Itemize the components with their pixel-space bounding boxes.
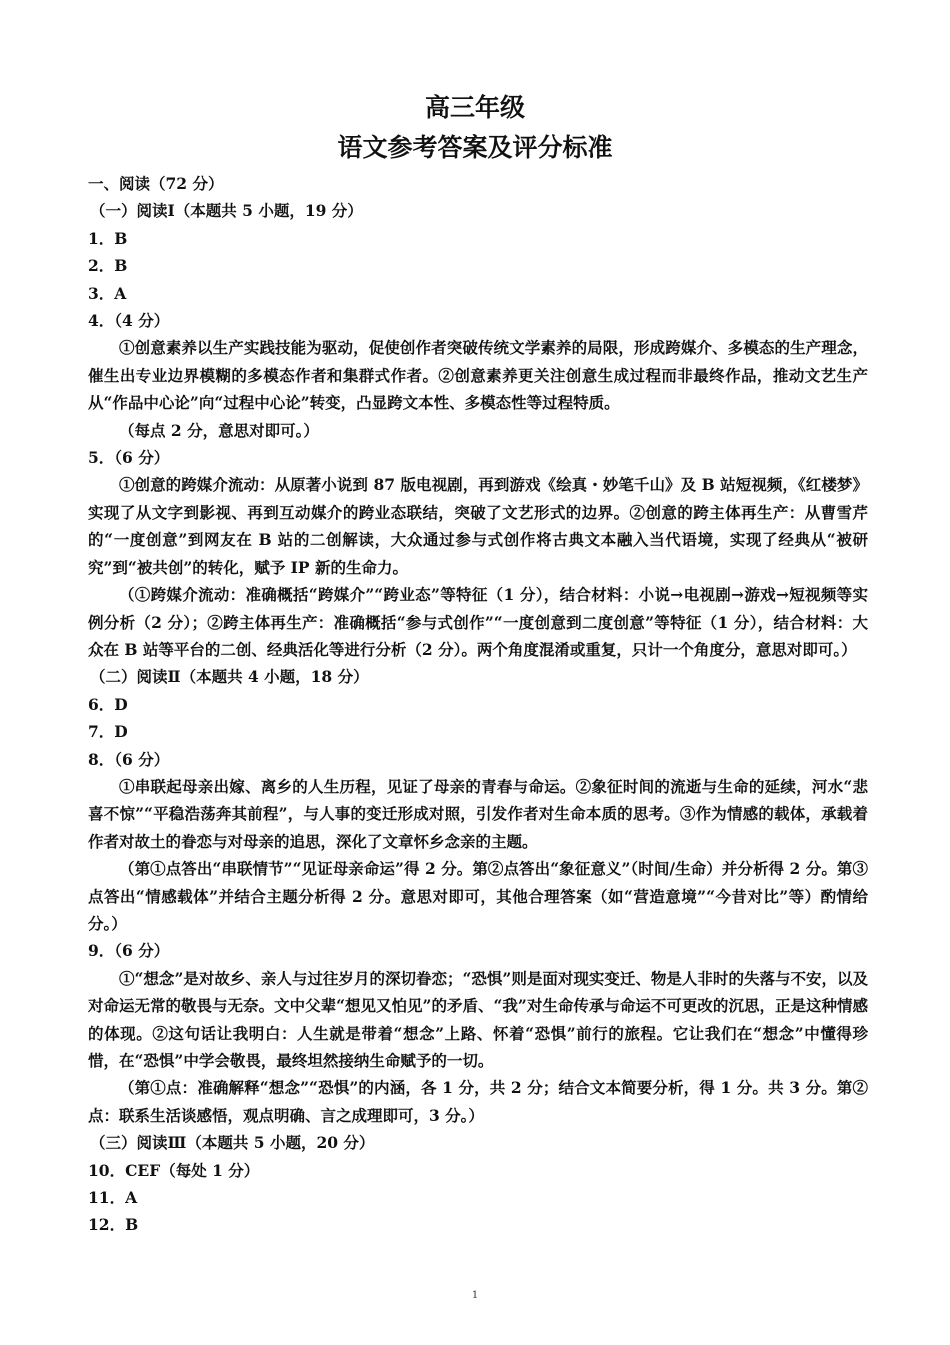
- answer-q3: 3．A: [88, 283, 127, 303]
- scoring-q9: （第①点：准确解释“想念”“恐惧”的内涵，各 1 分，共 2 分；结合文本简要分析，得 1 分。共 3 分。第②点：联系生活谈感悟，观点明确、言之成理即可，3 分。）: [88, 1078, 868, 1125]
- answer-q4-text: ①创意素养以生产实践技能为驱动，促使创作者突破传统文学素养的局限，形成跨媒介、多模态的生产理念，催生出专业边界模糊的多模态作者和集群式作者。②创意素养更关注创意生成过程而非最终作品，推动文艺生产从“作品中心论”向“过程中心论”转变，凸显跨文本性、多模态性等过程特质。: [88, 338, 868, 413]
- scoring-q8: （第①点答出“串联情节”“见证母亲命运”得 2 分。第②点答出“象征意义”（时间/生命）并分析得 2 分。第③点答出“情感载体”并结合主题分析得 2 分。意思对即可，其他合理答案（如“营造意境”“今昔对比”等）酌情给分。）: [88, 859, 868, 933]
- section-heading-reading: 一、阅读（72 分）: [88, 174, 224, 193]
- answer-q5-text: ①创意的跨媒介流动：从原著小说到 87 版电视剧，再到游戏《绘真・妙笔千山》及 B 站短视频，《红楼梦》实现了从文字到影视、再到互动媒介的跨业态联结，突破了文艺形式的边界。②创意的跨主体再生产：从曹雪芹的“一度创意”到网友在 B 站的二创解读，大众通过参与式创作将古典文本融入当代语境，实现了经典从“被研究”到“被共创”的转化，赋予 IP 新的生命力。: [88, 475, 868, 577]
- answer-q2: 2．B: [88, 256, 128, 276]
- answer-content: [88, 170, 868, 1239]
- answer-q9-text: ①“想念”是对故乡、亲人与过往岁月的深切眷恋；“恐惧”则是面对现实变迁、物是人非时的失落与不安，以及对命运无常的敬畏与无奈。文中父辈“想见又怕见”的矛盾、“我”对生命传承与命运不可更改的沉思，正是这种情感的体现。②这句话让我明白：人生就是带着“想念”上路、怀着“恐惧”前行的旅程。它让我们在“想念”中懂得珍惜，在“恐惧”中学会敬畏，最终坦然接纳生命赋予的一切。: [88, 968, 868, 1070]
- page-title: 高三年级: [424, 93, 525, 122]
- page-subtitle: 语文参考答案及评分标准: [337, 133, 613, 162]
- question-q9-header: 9．（6 分）: [88, 941, 170, 961]
- answer-q1: 1．B: [88, 228, 128, 248]
- scoring-q5: （①跨媒介流动：准确概括“跨媒介”“跨业态”等特征（1 分），结合材料：小说→电视剧→游戏→短视频等实例分析（2 分）；②跨主体再生产：准确概括“参与式创作”“一度创意到二度创意”等特征（1 分），结合材料：大众在 B 站等平台的二创、经典活化等进行分析（2 分）。两个角度混淆或重复，只计一个角度分，意思对即可。）: [88, 585, 868, 659]
- answer-q7: 7．D: [88, 722, 128, 742]
- answer-q12: 12．B: [88, 1215, 139, 1235]
- answer-q8-text: ①串联起母亲出嫁、离乡的人生历程，见证了母亲的青春与命运。②象征时间的流逝与生命的延续，河水“悲喜不惊”“平稳浩荡奔其前程”，与人事的变迁形成对照，引发作者对生命本质的思考。③作为情感的载体，承载着作者对故土的眷恋与对母亲的追思，深化了文章怀乡念亲的主题。: [88, 776, 868, 851]
- answer-q11: 11．A: [88, 1188, 138, 1208]
- answer-q6: 6．D: [88, 694, 128, 714]
- answer-q10: 10．CEF（每处 1 分）: [88, 1160, 260, 1180]
- question-q5-header: 5．（6 分）: [88, 448, 170, 468]
- question-q4-header: 4．（4 分）: [88, 311, 170, 331]
- question-q8-header: 8．（6 分）: [88, 749, 170, 769]
- subsection-heading-reading-1: （一）阅读Ⅰ（本题共 5 小题，19 分）: [90, 201, 363, 221]
- page-number: 1: [471, 1290, 479, 1301]
- subsection-heading-reading-3: （三）阅读Ⅲ（本题共 5 小题，20 分）: [90, 1133, 375, 1153]
- scoring-q4: （每点 2 分，意思对即可。）: [119, 420, 319, 440]
- subsection-heading-reading-2: （二）阅读Ⅱ（本题共 4 小题，18 分）: [90, 667, 369, 687]
